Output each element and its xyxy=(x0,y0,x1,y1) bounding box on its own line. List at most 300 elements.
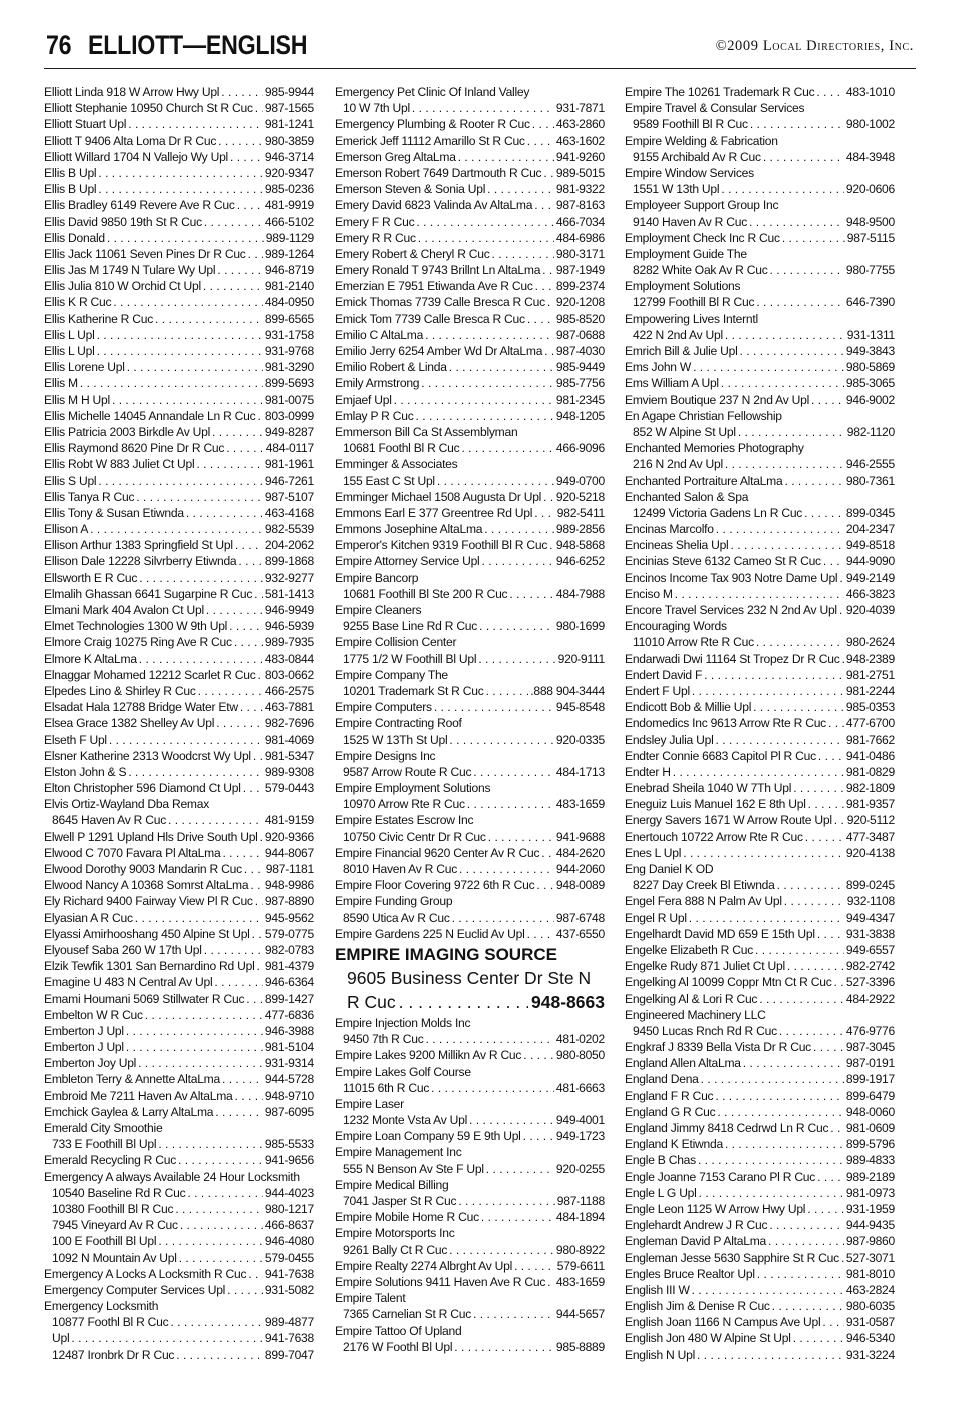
listing-phone: 920-0335 xyxy=(555,732,605,747)
listing-row xyxy=(625,408,895,424)
listing-name: Ellis B Upl xyxy=(44,165,97,180)
listing-name: 100 E Foothill Bl Upl xyxy=(52,1234,157,1249)
listing-phone: 646-7390 xyxy=(845,295,895,310)
listing-name: Engineered Machinery LLC xyxy=(625,1007,766,1022)
listing-phone: 980-2624 xyxy=(845,635,895,650)
dot-leader xyxy=(98,181,263,197)
listing-name: Employeer Support Group Inc xyxy=(625,198,779,213)
listing-name: Englehardt Andrew J R Cuc xyxy=(625,1218,768,1233)
dot-leader xyxy=(731,537,844,553)
listing-name: Engle Joanne 7153 Carano Pl R Cuc xyxy=(625,1169,816,1184)
listing-name: Emergency Plumbing & Rooter R Cuc xyxy=(335,117,530,132)
listing-phone: 949-4347 xyxy=(845,910,895,925)
listing-phone: 899-6565 xyxy=(264,311,314,326)
listing-row xyxy=(625,942,895,958)
dot-leader xyxy=(755,942,844,958)
listing-row xyxy=(44,1120,314,1136)
listing-row xyxy=(625,553,895,569)
listing-address-row xyxy=(625,456,895,472)
listing-row xyxy=(335,1323,605,1339)
listing-phone: 920-0255 xyxy=(555,1161,605,1176)
listing-address-row xyxy=(335,910,605,926)
listing-address-row xyxy=(44,1217,314,1233)
listing-row xyxy=(625,1136,895,1152)
listing-row xyxy=(44,796,314,812)
listing-address-row xyxy=(625,116,895,132)
listing-phone: 463-2860 xyxy=(555,117,605,132)
listing-phone: 948-9986 xyxy=(264,878,314,893)
listing-address-row xyxy=(335,683,605,699)
listing-name: Empire Medical Billing xyxy=(335,1177,449,1192)
dot-leader xyxy=(234,634,263,650)
dot-leader xyxy=(179,1250,263,1266)
dot-leader xyxy=(756,294,844,310)
dot-leader xyxy=(481,1209,554,1225)
listing-address-row xyxy=(625,327,895,343)
listing-name: Endert David F xyxy=(625,667,703,682)
dot-leader xyxy=(473,1306,554,1322)
listing-row xyxy=(625,618,895,634)
dot-leader xyxy=(772,1298,844,1314)
listing-phone: 949-2149 xyxy=(845,570,895,585)
listing-phone: 987-3045 xyxy=(845,1040,895,1055)
listing-row xyxy=(44,165,314,181)
dot-leader xyxy=(527,133,554,149)
listing-phone: 920-4138 xyxy=(845,845,895,860)
listing-row xyxy=(44,408,314,424)
listing-phone: 980-6035 xyxy=(845,1299,895,1314)
listing-name: Ellis M xyxy=(44,376,78,391)
dot-leader xyxy=(425,327,554,343)
dot-leader xyxy=(481,553,553,569)
listing-phone: 483-1659 xyxy=(555,797,605,812)
listing-address-row xyxy=(335,1161,605,1177)
listing-phone: 931-1311 xyxy=(846,327,895,342)
listing-phone: 989-4877 xyxy=(264,1315,314,1330)
dot-leader xyxy=(544,343,554,359)
listing-row xyxy=(44,100,314,116)
listing-phone: 949-3843 xyxy=(845,344,895,358)
listing-name: 8645 Haven Av R Cuc xyxy=(52,813,167,828)
dot-leader xyxy=(698,1152,844,1168)
listing-phone: 948-1205 xyxy=(555,408,605,423)
listing-name: 555 N Benson Av Ste F Upl xyxy=(343,1161,484,1176)
listing-row xyxy=(44,958,314,974)
listing-name: Enchanted Portraiture AltaLma xyxy=(625,473,783,488)
listing-row xyxy=(44,699,314,715)
dot-leader xyxy=(822,1314,843,1330)
listing-phone: 931-1959 xyxy=(845,1201,895,1216)
copyright-notice: ©2009 Local Directories, Inc. xyxy=(715,38,914,54)
listing-phone: 946-7261 xyxy=(264,473,314,488)
listing-phone: 987-8163 xyxy=(555,198,605,213)
listing-address-row xyxy=(625,294,895,310)
dot-leader xyxy=(203,278,263,294)
listing-name: 7945 Vineyard Av R Cuc xyxy=(52,1218,178,1233)
listing-name: Empire Attorney Service Upl xyxy=(335,554,480,569)
listing-name: Elsner Katherine 2313 Woodcrst Wy Upl xyxy=(44,748,251,763)
dot-leader xyxy=(527,311,554,327)
listing-name: Emerzian E 7951 Etiwanda Ave R Cuc xyxy=(335,279,533,294)
listing-address-row xyxy=(335,651,605,667)
listing-name: Ellis L Upl xyxy=(44,344,95,358)
listing-name: Enebrad Sheila 1040 W 7Th Upl xyxy=(625,781,792,796)
listing-name: 1232 Monte Vsta Av Upl xyxy=(343,1113,468,1128)
listing-row xyxy=(625,1007,895,1023)
listing-name: Emmerson Bill Ca St Assemblyman xyxy=(335,424,518,439)
listing-row xyxy=(44,294,314,310)
listing-phone: 985-8889 xyxy=(555,1339,605,1354)
listing-row xyxy=(44,181,314,197)
listing-phone: 466-7034 xyxy=(555,214,605,229)
listing-row xyxy=(625,343,895,359)
listing-phone: 981-2244 xyxy=(845,683,895,698)
listing-row xyxy=(44,1266,314,1282)
listing-row xyxy=(335,667,605,683)
listing-name: Emily Armstrong xyxy=(335,376,420,391)
listing-name: 10970 Arrow Rte R Cuc xyxy=(343,797,465,812)
listing-phone: 989-7935 xyxy=(264,635,314,650)
listing-name: Emperor's Kitchen 9319 Foothill Bl R Cuc xyxy=(335,538,548,553)
dot-leader xyxy=(816,84,843,100)
listing-phone: 899-0245 xyxy=(845,878,895,893)
dot-leader xyxy=(248,246,263,262)
dot-leader xyxy=(198,683,263,699)
listing-name: Emergency Locksmith xyxy=(44,1299,159,1314)
listing-name: Engel Fera 888 N Palm Av Upl xyxy=(625,894,782,909)
dot-leader xyxy=(158,1136,263,1152)
listing-row xyxy=(335,812,605,828)
listing-phone: 987-4030 xyxy=(555,344,605,358)
listing-row xyxy=(335,375,605,391)
listing-row xyxy=(44,392,314,408)
dot-leader xyxy=(547,294,554,310)
dot-leader xyxy=(399,990,528,1015)
listing-name: Endicott Bob & Millie Upl xyxy=(625,700,752,715)
listing-row xyxy=(335,84,605,100)
listing-name: Elseth F Upl xyxy=(44,732,107,747)
dot-leader xyxy=(467,796,554,812)
listing-phone: 437-6550 xyxy=(555,926,605,941)
dot-leader xyxy=(253,748,263,764)
listing-phone: 920-0606 xyxy=(845,182,895,197)
listing-phone: 463-2824 xyxy=(845,1282,895,1297)
listing-phone: 899-5796 xyxy=(845,1137,895,1152)
dot-leader xyxy=(543,165,554,181)
dot-leader xyxy=(535,278,554,294)
listing-name: Empire Tattoo Of Upland xyxy=(335,1323,462,1338)
listing-row xyxy=(625,893,895,909)
listing-row xyxy=(44,829,314,845)
listing-phone: 981-1961 xyxy=(264,457,314,472)
listing-name: Ellis K R Cuc xyxy=(44,295,112,310)
listing-phone: 948-9500 xyxy=(845,214,895,229)
listing-row xyxy=(625,715,895,731)
listing-phone: 946-2555 xyxy=(845,457,895,472)
listing-phone: 941-9656 xyxy=(264,1153,314,1168)
listing-name: Emviem Boutique 237 N 2nd Av Upl xyxy=(625,392,810,407)
listing-phone: 989-4833 xyxy=(845,1153,895,1168)
dot-leader xyxy=(138,1055,263,1071)
listing-name: Ellis Tanya R Cuc xyxy=(44,489,135,504)
dot-leader xyxy=(749,214,844,230)
dot-leader xyxy=(725,456,844,472)
listing-phone: 985-3065 xyxy=(845,376,895,391)
listing-phone: 982-1120 xyxy=(846,424,895,439)
dot-leader xyxy=(243,780,263,796)
listing-name: Emberton Joy Upl xyxy=(44,1056,137,1071)
listing-name: 11010 Arrow Rte R Cuc xyxy=(633,635,754,650)
listing-phone: 899-1868 xyxy=(264,554,314,569)
listing-row xyxy=(44,278,314,294)
listing-phone: 946-3988 xyxy=(264,1023,314,1038)
dot-leader xyxy=(139,570,263,586)
listing-phone: 945-9562 xyxy=(264,910,314,925)
listing-name: 1525 W 13Th St Upl xyxy=(343,732,448,747)
listing-name: Elmore K AltaLma xyxy=(44,651,137,666)
listing-phone: 527-3396 xyxy=(845,975,895,990)
listing-name: Empire Contracting Roof xyxy=(335,716,462,731)
listing-row xyxy=(625,1120,895,1136)
listing-name: 10750 Civic Centr Dr R Cuc xyxy=(343,829,486,844)
dot-leader xyxy=(126,1023,263,1039)
listing-phone: 484-3948 xyxy=(845,149,895,164)
listing-row xyxy=(625,586,895,602)
listing-name: Emlay P R Cuc xyxy=(335,408,414,423)
listing-name: 155 East C St Upl xyxy=(343,473,435,488)
listing-name: 12799 Foothill Bl R Cuc xyxy=(633,295,755,310)
listing-name: Ems John W xyxy=(625,360,692,375)
listing-address-row xyxy=(44,1330,314,1346)
listing-name: Elsea Grace 1382 Shelley Av Upl xyxy=(44,716,215,731)
dot-leader xyxy=(693,359,844,375)
listing-phone: 484-2620 xyxy=(555,845,605,860)
listing-row xyxy=(44,780,314,796)
listing-row xyxy=(625,375,895,391)
listing-row xyxy=(625,699,895,715)
listing-name: Emjaef Upl xyxy=(335,392,392,407)
dot-leader xyxy=(216,715,263,731)
listing-phone: 484-1894 xyxy=(555,1210,605,1225)
dot-leader xyxy=(839,602,844,618)
listing-row xyxy=(625,732,895,748)
listing-name: Empire Computers xyxy=(335,700,432,715)
listing-address-row xyxy=(44,1201,314,1217)
listing-name: England Dena xyxy=(625,1072,699,1087)
listing-address-row xyxy=(44,1185,314,1201)
listing-row xyxy=(625,1298,895,1314)
listing-row xyxy=(44,845,314,861)
dot-leader xyxy=(449,1242,554,1258)
listing-row xyxy=(625,1282,895,1298)
listing-phone: 477-3487 xyxy=(845,829,895,844)
dot-leader xyxy=(834,812,845,828)
dot-leader xyxy=(238,553,262,569)
listing-name: Emami Houmani 5069 Stillwater R Cuc xyxy=(44,991,245,1006)
listing-name: Emrich Bill & Julie Upl xyxy=(625,344,738,358)
listing-phone: 980-1699 xyxy=(555,619,605,634)
dot-leader xyxy=(715,1088,844,1104)
listing-name: 2176 W Foothl Bl Upl xyxy=(343,1339,453,1354)
dot-leader xyxy=(541,845,554,861)
listing-name: Engelking Al & Lori R Cuc xyxy=(625,991,758,1006)
listing-row xyxy=(44,440,314,456)
listing-name: Enciso M xyxy=(625,586,673,601)
listing-phone: 481-0202 xyxy=(555,1032,605,1047)
listing-name: Engelhardt David MD 659 E 15th Upl xyxy=(625,926,815,941)
listing-row xyxy=(44,262,314,278)
listing-name: 9140 Haven Av R Cuc xyxy=(633,214,748,229)
listing-row xyxy=(625,1055,895,1071)
listing-name: 10877 Foothl Bl R Cuc xyxy=(52,1315,169,1330)
dot-leader xyxy=(235,1088,263,1104)
listing-row xyxy=(625,991,895,1007)
dot-leader xyxy=(235,537,263,553)
listing-phone: 466-8637 xyxy=(264,1218,314,1233)
listing-phone: 899-0345 xyxy=(845,505,895,520)
dot-leader xyxy=(527,926,554,942)
listing-name: Emilio Jerry 6254 Amber Wd Dr AltaLma xyxy=(335,344,543,358)
listing-phone: 982-7696 xyxy=(264,716,314,731)
dot-leader xyxy=(675,586,844,602)
listing-address-row xyxy=(335,440,605,456)
dot-leader xyxy=(673,764,844,780)
dot-leader xyxy=(71,1330,262,1346)
listing-name: Endomedics Inc 9613 Arrow Rte R Cuc xyxy=(625,716,826,731)
dot-leader xyxy=(793,1330,844,1346)
listing-row xyxy=(625,845,895,861)
listing-row xyxy=(44,149,314,165)
listing-name: Encineas Shelia Upl xyxy=(625,538,729,553)
dot-leader xyxy=(683,845,844,861)
listing-row xyxy=(625,1039,895,1055)
dot-leader xyxy=(484,521,554,537)
listing-name: 10 W 7th Upl xyxy=(343,101,410,116)
listing-phone: 981-2345 xyxy=(555,392,605,407)
listing-address-row xyxy=(625,634,895,650)
listing-phone: 803-0662 xyxy=(264,667,314,682)
listing-phone: 946-5939 xyxy=(264,619,314,634)
listing-address-row xyxy=(44,1250,314,1266)
listing-row xyxy=(335,845,605,861)
listing-row xyxy=(335,343,605,359)
listing-phone: 920-5112 xyxy=(846,813,895,828)
dot-leader xyxy=(246,991,263,1007)
listing-address-row xyxy=(335,100,605,116)
listing-phone: 899-6479 xyxy=(845,1088,895,1103)
listing-row xyxy=(625,1330,895,1346)
listing-phone: 981-1241 xyxy=(264,117,314,132)
listing-name: Emergency A Locks A Locksmith R Cuc xyxy=(44,1266,247,1281)
listing-name: Empire Lakes Golf Course xyxy=(335,1064,471,1079)
listing-column-1 xyxy=(44,84,314,1363)
listing-row xyxy=(625,1217,895,1233)
listing-row xyxy=(335,327,605,343)
listing-name: Ellis David 9850 19th St R Cuc xyxy=(44,214,202,229)
listing-name: Ellis Michelle 14045 Annandale Ln R Cuc xyxy=(44,408,256,423)
listing-row xyxy=(44,1169,314,1185)
listing-row xyxy=(335,181,605,197)
dot-leader xyxy=(492,246,554,262)
listing-name: Empire Travel & Consular Services xyxy=(625,101,805,116)
listing-row xyxy=(335,294,605,310)
listing-phone: 981-4379 xyxy=(264,959,314,974)
listing-row xyxy=(625,1347,895,1363)
listing-name: Encouraging Words xyxy=(625,619,727,634)
listing-phone: 920-9366 xyxy=(264,829,314,844)
listing-row xyxy=(335,926,605,942)
listing-name: Empire Welding & Fabrication xyxy=(625,133,778,148)
listing-address-row xyxy=(335,764,605,780)
listing-row xyxy=(44,537,314,553)
dot-leader xyxy=(226,440,264,456)
listing-address-row xyxy=(335,1242,605,1258)
listing-address-row xyxy=(44,1233,314,1249)
listing-row xyxy=(335,537,605,553)
listing-name: Ellis Katherine R Cuc xyxy=(44,311,154,326)
listing-row xyxy=(44,667,314,683)
listing-phone: 204-2062 xyxy=(264,538,314,553)
listing-name: 422 N 2nd Av Upl xyxy=(633,327,723,342)
dot-leader xyxy=(214,974,262,990)
listing-row xyxy=(335,489,605,505)
listing-phone: 980-3171 xyxy=(555,246,605,261)
listing-name: 9450 7th R Cuc xyxy=(343,1032,424,1047)
dot-leader xyxy=(426,1031,554,1047)
listing-name: Elzik Tewfik 1301 San Bernardino Rd Upl xyxy=(44,959,255,974)
listing-row xyxy=(335,699,605,715)
listing-address-row xyxy=(335,829,605,845)
dot-leader xyxy=(699,1185,844,1201)
listing-address-row xyxy=(625,1023,895,1039)
listing-phone: 466-2575 xyxy=(264,683,314,698)
listing-phone: 989-2856 xyxy=(555,522,605,537)
dot-leader xyxy=(828,715,844,731)
dot-leader xyxy=(206,602,263,618)
dot-leader xyxy=(128,764,263,780)
listing-row xyxy=(625,1314,895,1330)
listing-phone: 581-1413 xyxy=(264,586,314,601)
dot-leader xyxy=(479,618,554,634)
listing-phone: 980-7755 xyxy=(845,263,895,278)
listing-row xyxy=(44,1039,314,1055)
listing-row xyxy=(625,1169,895,1185)
dot-leader xyxy=(250,877,263,893)
listing-row xyxy=(335,359,605,375)
dot-leader xyxy=(98,473,263,489)
listing-name: Emery F R Cuc xyxy=(335,214,415,229)
listing-row xyxy=(625,910,895,926)
listing-row xyxy=(44,1152,314,1168)
dot-leader xyxy=(431,1080,554,1096)
listing-name: Elliott Stuart Upl xyxy=(44,117,127,132)
listing-name: Endter Connie 6683 Capitol Pl R Cuc xyxy=(625,748,816,763)
listing-row xyxy=(625,489,895,505)
dot-leader xyxy=(240,699,263,715)
listing-phone: 982-1809 xyxy=(845,781,895,796)
dot-leader xyxy=(394,392,554,408)
listing-name: Empire Designs Inc xyxy=(335,748,436,763)
listing-row xyxy=(335,424,605,440)
listing-row xyxy=(625,1201,895,1217)
listing-name: Elyassi Amirhooshang 450 Alpine St Upl xyxy=(44,926,250,941)
listing-phone: 579-0775 xyxy=(264,926,314,941)
dot-leader xyxy=(808,796,844,812)
listing-name: Employment Guide The xyxy=(625,246,747,261)
dot-leader xyxy=(473,764,554,780)
dot-leader xyxy=(136,489,263,505)
listing-phone: 981-0829 xyxy=(845,764,895,779)
